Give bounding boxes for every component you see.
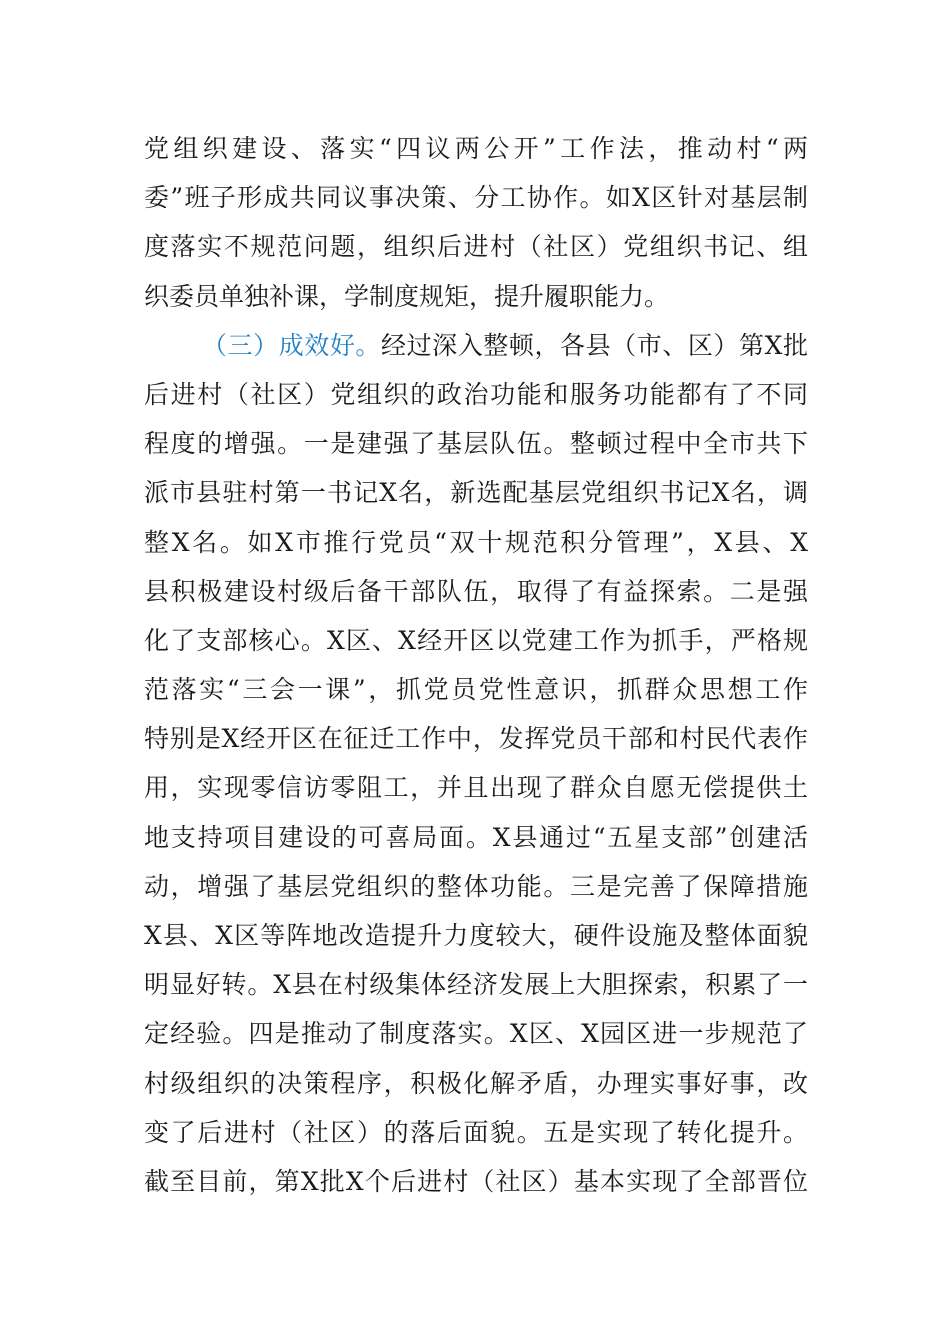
paragraph-line: 整X名。如X市推行党员“双十规范积分管理”，X县、X [144,527,808,557]
section-heading: （三）成效好。 [202,330,382,360]
paragraph-line: 程度的增强。一是建强了基层队伍。整顿过程中全市共下 [144,429,808,459]
paragraph-line: 特别是X经开区在征迁工作中，发挥党员干部和村民代表作 [144,724,808,754]
paragraph-line: 织委员单独补课，学制度规矩，提升履职能力。 [144,281,670,311]
paragraph-line: 用，实现零信访零阻工，并且出现了群众自愿无偿提供土 [144,773,808,803]
document-body [144,124,808,1206]
paragraph-line: X县、X区等阵地改造提升力度较大，硬件设施及整体面貌 [144,921,808,950]
paragraph-line: 范落实“三会一课”，抓党员党性意识，抓群众思想工作 [144,675,808,705]
paragraph-line: 县积极建设村级后备干部队伍，取得了有益探索。二是强 [144,576,808,606]
paragraph-line: 动，增强了基层党组织的整体功能。三是完善了保障措施 [144,871,808,901]
paragraph-line: 地支持项目建设的可喜局面。X县通过“五星支部”创建活 [144,822,808,852]
paragraph-line: 明显好转。X县在村级集体经济发展上大胆探索，积累了一 [144,970,808,1000]
paragraph-line: 党组织建设、落实“四议两公开”工作法，推动村“两 [144,134,808,163]
paragraph-2 [144,321,808,1206]
paragraph-line: 后进村（社区）党组织的政治功能和服务功能都有了不同 [144,379,808,409]
paragraph-line: 度落实不规范问题，组织后进村（社区）党组织书记、组 [144,232,808,262]
paragraph-line: 派市县驻村第一书记X名，新选配基层党组织书记X名，调 [144,478,808,508]
paragraph-line: 定经验。四是推动了制度落实。X区、X园区进一步规范了 [144,1019,808,1049]
paragraph-1 [144,124,808,321]
paragraph-line: 村级组织的决策程序，积极化解矛盾，办理实事好事，改 [144,1068,808,1098]
paragraph-line-text: 经过深入整顿，各县（市、区）第X批 [381,330,808,360]
paragraph-line: 委”班子形成共同议事决策、分工协作。如X区针对基层制 [144,183,808,213]
paragraph-line: 变了后进村（社区）的落后面貌。五是实现了转化提升。 [144,1117,808,1147]
paragraph-line: 化了支部核心。X区、X经开区以党建工作为抓手，严格规 [144,625,808,655]
paragraph-line: 截至目前，第X批X个后进村（社区）基本实现了全部晋位 [144,1166,808,1196]
paragraph-first-line [144,321,808,370]
